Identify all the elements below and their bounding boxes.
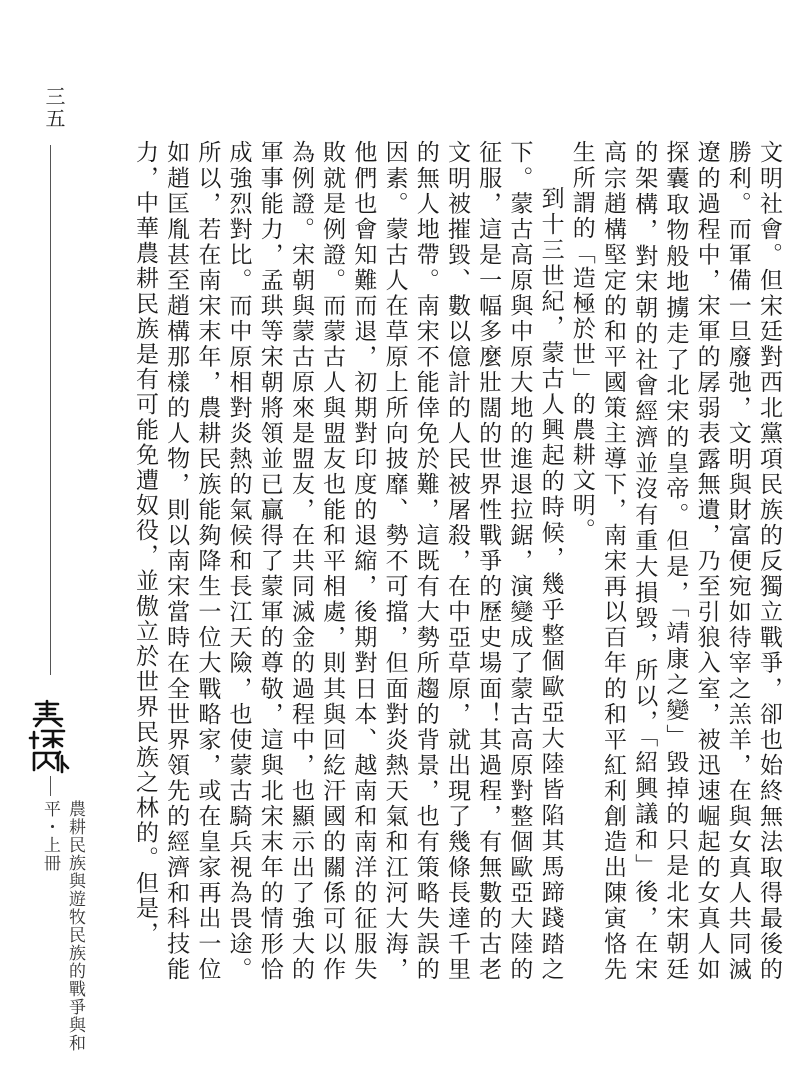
paragraph: 文明社會。但宋廷對西北黨項民族的反獨立戰爭，卻也始終無法取得最後的勝利。而軍備一旦廢弛，文明與財富便宛如待宰之羔羊，在與女真人共同滅遼的過程中，宋軍的孱弱表露無遺，乃至引狼入室，被迅速崛起的女真人如探囊取物般地擄走了北宋的皇帝。但是，「靖康之變」毀掉的只是北宋朝廷的架構，對宋朝的社會經濟並沒有重大損毀，所以，「紹興議和」後，在宋高宗趙構堅定的和平國策主導下，南宋再以百年的和平紅利創造出陳寅恪先生所謂的「造極於世」的農耕文明。 bbox=[568, 140, 782, 982]
page-number: 三五 bbox=[42, 86, 66, 130]
book-title: 農耕民族與遊牧民族的戰爭與和平・上冊 bbox=[40, 800, 85, 1052]
series-logo-icon bbox=[28, 698, 72, 774]
body-text bbox=[84, 140, 784, 982]
margin-rule-bottom bbox=[50, 776, 51, 796]
paragraph: 到十三世紀，蒙古人興起的時候，幾乎整個歐亞大陸皆陷其馬蹄踐踏之下。蒙古高原與中原大地的進退拉鋸，演變成了蒙古高原對整個歐亞大陸的征服，這是一幅多麼壯闊的世界性戰爭的歷史場面！其過程，有無數的古老文明被摧毀、數以億計的人民被屠殺，在中亞草原，就出現了幾條長達千里的無人地帶。南宋不能倖免於難，這既有大勢所趨的背景，也有策略失誤的因素。蒙古人在草原上所向披靡、勢不可擋，但面對炎熱天氣和江河大海，他們也會知難而退，初期對印度的退縮，後期對日本、越南和南洋的征服失敗就是例證。而蒙古人與盟友也能和平相處，則其與回紇汗國的關係可以作為例證。宋朝與蒙古原來是盟友，在共同滅金的過程中，也顯示出了強大的軍事能力，孟珙等宋朝將領並已贏得了蒙軍的尊敬，這與北宋末年的情形恰成強烈對比。而中原相對炎熱的氣候和長江天險，也使蒙古騎兵視為畏途。所以，若在南宋末年，農耕民族能夠降生一位大戰略家，或在皇家再出一位如趙匡胤甚至趙構那樣的人物，則以南宋當時在全世界領先的經濟和科技能力，中華農耕民族是有可能免遭奴役，並傲立於世界民族之林的。但是， bbox=[131, 140, 564, 982]
margin-rule-top bbox=[50, 145, 51, 675]
